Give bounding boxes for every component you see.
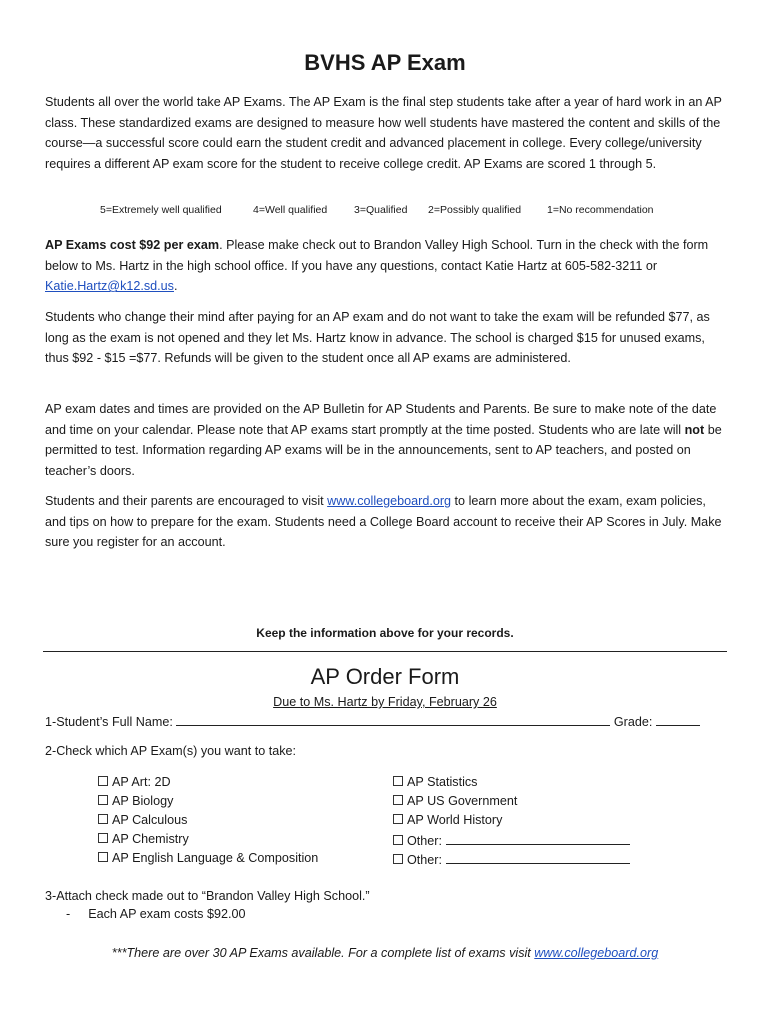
checkbox-ap-us-government[interactable] xyxy=(393,794,517,808)
email-link[interactable]: Katie.Hartz@k12.sd.us xyxy=(45,279,174,294)
option-label: AP Chemistry xyxy=(112,832,189,846)
option-label: AP Biology xyxy=(112,794,174,808)
dates-bold: not xyxy=(684,422,705,437)
form-title: AP Order Form xyxy=(310,664,460,689)
checkbox-icon[interactable] xyxy=(98,776,108,786)
checkbox-icon[interactable] xyxy=(393,795,403,805)
checkbox-icon[interactable] xyxy=(393,776,403,786)
refund-paragraph: Students who change their mind after paying for an AP exam and do not want to take the exam will be refunded $77, as long as the exam is not opened and they let Ms. Hartz know in advance. The school is charged $15 for unused exams, thus $92 - $15 =$77. Refunds will be given to the student once all AP exams are administered. xyxy=(45,310,710,366)
footer-note xyxy=(0,946,770,960)
checkbox-ap-art[interactable] xyxy=(98,775,171,789)
grade-label: Grade: xyxy=(613,715,653,729)
step-3-bullet xyxy=(66,907,246,921)
cost-text: . Please make check out to Brandon Valley High School. Turn in the check with the form below to Ms. Hartz in the high school office. If you have any questions, contact Katie Hartz at 605-582-3211 or xyxy=(45,238,709,273)
dates-text-after: be permitted to test. Information regarding AP exams will be in the announcements, sent to AP teachers, and posted on teacher’s doors. xyxy=(45,422,722,478)
checkbox-ap-world-history[interactable] xyxy=(393,813,502,827)
dates-paragraph xyxy=(45,399,730,481)
student-name-label: 1-Student’s Full Name: xyxy=(45,715,173,729)
intro-paragraph: Students all over the world take AP Exams. The AP Exam is the final step students take after a year of hard work in an AP class. These standardized exams are designed to measure how well students have mastered the content and skills of the course—a successful score could earn the student credit and advanced placement in college. Every college/university requires a different AP exam score for the student to receive college credit. AP Exams are scored 1 through 5. xyxy=(45,95,722,171)
checkbox-icon[interactable] xyxy=(98,795,108,805)
checkbox-icon[interactable] xyxy=(98,814,108,824)
score-3: 3=Qualified xyxy=(354,204,408,216)
option-label: AP English Language & Composition xyxy=(112,851,319,865)
checkbox-other-1[interactable] xyxy=(393,832,630,848)
option-label: AP Art: 2D xyxy=(112,775,171,789)
dates-text-before: AP exam dates and times are provided on the AP Bulletin for AP Students and Parents. Be sure to make note of the date and time on your calendar. Please note that AP exams start promptly at the time posted. Students who are late will xyxy=(45,402,717,437)
keep-records-notice: Keep the information above for your records. xyxy=(256,626,514,640)
checkbox-icon[interactable] xyxy=(393,814,403,824)
option-label: Other: xyxy=(407,853,442,867)
score-2: 2=Possibly qualified xyxy=(428,204,522,216)
checkbox-ap-biology[interactable] xyxy=(98,794,173,808)
divider-line xyxy=(43,651,727,652)
checkbox-icon[interactable] xyxy=(393,835,403,845)
option-label: AP World History xyxy=(407,813,503,827)
checkbox-icon[interactable] xyxy=(393,854,403,864)
student-name-row xyxy=(45,713,700,729)
page-title: BVHS AP Exam xyxy=(304,50,466,75)
other-field-2[interactable] xyxy=(446,851,630,864)
other-field-1[interactable] xyxy=(446,832,630,845)
footer-text: ***There are over 30 AP Exams available. For a complete list of exams visit xyxy=(111,946,535,960)
visit-text-before: Students and their parents are encouraged to visit xyxy=(45,494,328,508)
checkbox-icon[interactable] xyxy=(98,852,108,862)
checkbox-ap-calculous[interactable] xyxy=(98,813,187,827)
visit-paragraph xyxy=(45,491,730,553)
option-label: AP US Government xyxy=(407,794,518,808)
checkbox-icon[interactable] xyxy=(98,833,108,843)
option-label: AP Statistics xyxy=(407,775,478,789)
checkbox-other-2[interactable] xyxy=(393,851,630,867)
checkbox-ap-chemistry[interactable] xyxy=(98,832,189,846)
score-4: 4=Well qualified xyxy=(253,204,328,216)
step-2-label: 2-Check which AP Exam(s) you want to take: xyxy=(45,744,297,758)
cost-bold: AP Exams cost $92 per exam xyxy=(45,238,220,252)
footer-collegeboard-link[interactable]: www.collegeboard.org xyxy=(534,946,659,960)
collegeboard-link[interactable]: www.collegeboard.org xyxy=(327,494,452,508)
option-label: Other: xyxy=(407,834,442,848)
option-label: AP Calculous xyxy=(112,813,188,827)
student-name-field[interactable] xyxy=(176,713,610,726)
cost-end: . xyxy=(173,279,178,294)
cost-paragraph xyxy=(45,235,730,297)
grade-field[interactable] xyxy=(656,713,700,726)
step-3-label: 3-Attach check made out to “Brandon Valley High School.” xyxy=(45,889,370,903)
score-5: 5=Extremely well qualified xyxy=(100,204,222,216)
bullet-text: Each AP exam costs $92.00 xyxy=(88,907,246,921)
checkbox-ap-english[interactable] xyxy=(98,851,318,865)
checkbox-ap-statistics[interactable] xyxy=(393,775,477,789)
due-date: Due to Ms. Hartz by Friday, February 26 xyxy=(273,695,497,709)
bullet-dash: - xyxy=(66,907,71,921)
visit-text-after: to learn more about the exam, exam policies, and tips on how to prepare for the exam. Students need a College Board account to receive their AP Scores in July. Make sure you register for an account. xyxy=(45,494,722,550)
score-1: 1=No recommendation xyxy=(547,204,654,216)
